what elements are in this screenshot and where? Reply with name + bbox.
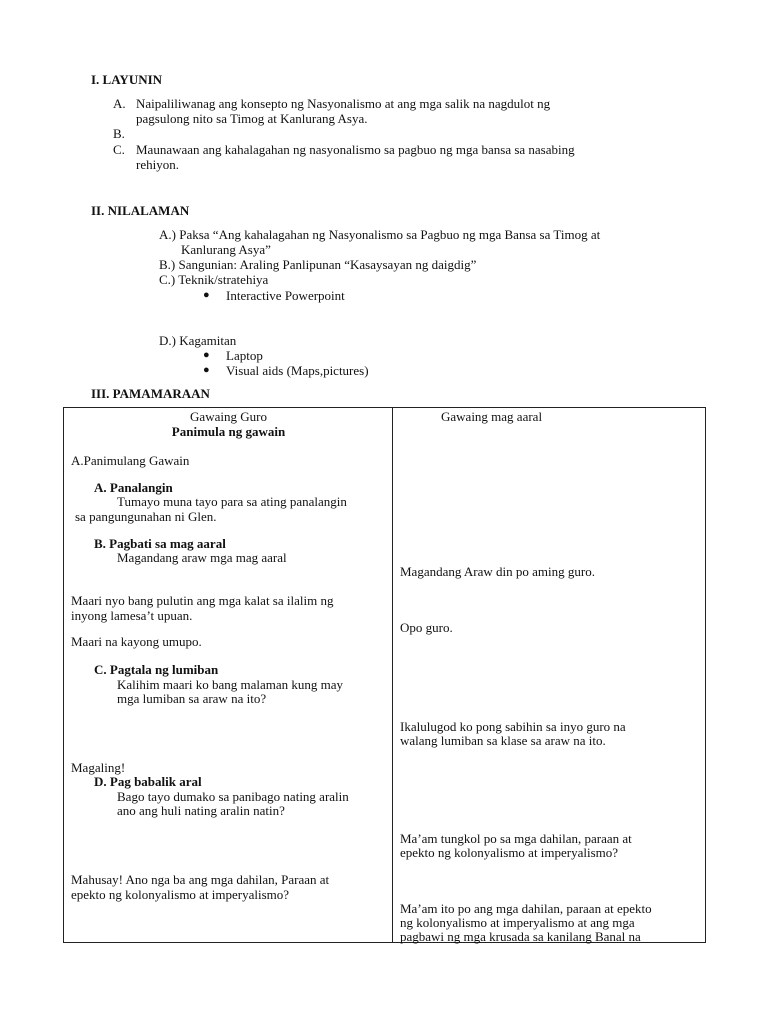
column-header-guro: Gawaing Guro bbox=[190, 409, 267, 424]
nilalaman-teknik: C.) Teknik/stratehiya bbox=[159, 272, 269, 287]
guro-text: Mahusay! Ano nga ba ang mga dahilan, Paraan at bbox=[71, 872, 330, 887]
nilalaman-paksa: A.) Paksa “Ang kahalagahan ng Nasyonalismo sa Pagbuo ng mga Bansa sa Timog at Kanlurang Asya” bbox=[159, 227, 601, 257]
lesson-plan-table bbox=[63, 407, 706, 943]
guro-text: Kalihim maari ko bang malaman kung may bbox=[117, 677, 343, 692]
list-label: C. bbox=[113, 142, 125, 157]
section-heading-nilalaman: II. NILALAMAN bbox=[91, 203, 190, 218]
bullet-icon: ● bbox=[203, 349, 210, 361]
guro-text: ano ang huli nating aralin natin? bbox=[117, 803, 285, 818]
mag-aaral-text: Ikalulugod ko pong sabihin sa inyo guro na bbox=[400, 719, 626, 734]
list-label: B. bbox=[113, 126, 125, 141]
panimulang-gawain: A.Panimulang Gawain bbox=[71, 453, 190, 468]
guro-text: inyong lamesa’t upuan. bbox=[71, 608, 193, 623]
guro-text: Maari na kayong umupo. bbox=[71, 634, 202, 649]
guro-text: epekto ng kolonyalismo at imperyalismo? bbox=[71, 887, 290, 902]
pagtala-title: C. Pagtala ng lumiban bbox=[94, 662, 219, 677]
mag-aaral-text: walang lumiban sa klase sa araw na ito. bbox=[400, 733, 606, 748]
column-header-mag-aaral: Gawaing mag aaral bbox=[441, 409, 543, 424]
guro-text: sa pangungunahan ni Glen. bbox=[75, 509, 217, 524]
nilalaman-kagamitan: D.) Kagamitan bbox=[159, 333, 237, 348]
pagbati-title: B. Pagbati sa mag aaral bbox=[94, 536, 226, 551]
panalangin-title: A. Panalangin bbox=[94, 480, 173, 495]
guro-text: Bago tayo dumako sa panibago nating aralin bbox=[117, 789, 349, 804]
list-label: A. bbox=[113, 96, 126, 111]
bullet-icon: ● bbox=[203, 289, 210, 301]
list-text: Naipaliliwanag ang konsepto ng Nasyonalismo at ang mga salik na nagdulot ng pagsulong nito sa Timog at Kanlurang Asya. bbox=[136, 96, 551, 126]
bullet-icon: ● bbox=[203, 364, 210, 376]
list-text: Maunawaan ang kahalagahan ng nasyonalismo sa pagbuo ng mga bansa sa nasabing rehiyon. bbox=[136, 142, 575, 172]
column-gawaing-mag-aaral bbox=[393, 408, 706, 943]
mag-aaral-text: epekto ng kolonyalismo at imperyalismo? bbox=[400, 845, 619, 860]
babalik-title: D. Pag babalik aral bbox=[94, 774, 202, 789]
mag-aaral-text: pagbawi ng mga krusada sa kanilang Banal na bbox=[400, 929, 641, 944]
nilalaman-sangunian: B.) Sangunian: Araling Panlipunan “Kasaysayan ng daigdig” bbox=[159, 257, 477, 272]
guro-text: Tumayo muna tayo para sa ating panalangin bbox=[117, 494, 347, 509]
guro-text: Maari nyo bang pulutin ang mga kalat sa ilalim ng bbox=[71, 593, 334, 608]
mag-aaral-text: Ma’am ito po ang mga dahilan, paraan at epekto bbox=[400, 901, 652, 916]
column-gawaing-guro bbox=[64, 408, 393, 943]
section-heading-pamamaraan: III. PAMAMARAAN bbox=[91, 386, 210, 401]
mag-aaral-text: Opo guro. bbox=[400, 620, 453, 635]
column-subheading: Panimula ng gawain bbox=[171, 424, 286, 439]
mag-aaral-text: Magandang Araw din po aming guro. bbox=[400, 564, 595, 579]
mag-aaral-text: ng kolonyalismo at imperyalismo at ang mga bbox=[400, 915, 635, 930]
guro-text: Magaling! bbox=[71, 760, 126, 775]
section-heading-layunin: I. LAYUNIN bbox=[91, 72, 163, 87]
guro-text: mga lumiban sa araw na ito? bbox=[117, 691, 267, 706]
mag-aaral-text: Ma’am tungkol po sa mga dahilan, paraan at bbox=[400, 831, 632, 846]
guro-text: Magandang araw mga mag aaral bbox=[117, 550, 287, 565]
